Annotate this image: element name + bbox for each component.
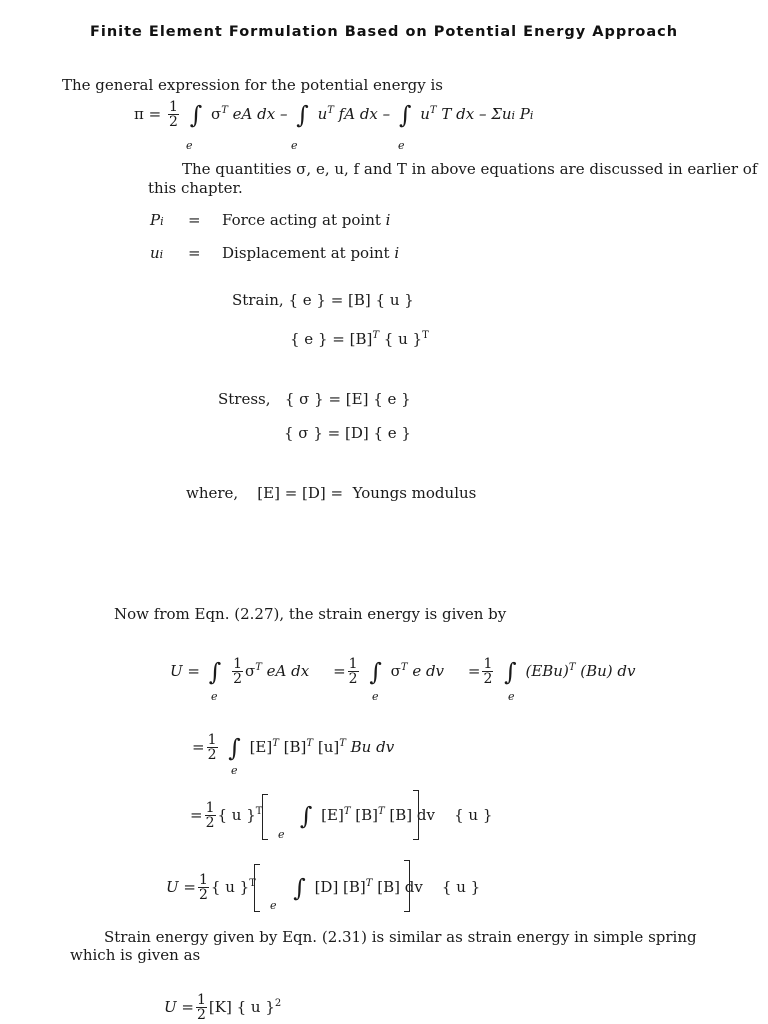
now-from-text: Now from Eqn. (2.27), the strain energy is given by [114, 605, 507, 623]
integral-subscript: e [186, 139, 193, 152]
stress-equation-2: { σ } = [D] { e } [284, 424, 411, 442]
integral-subscript: e [508, 690, 515, 703]
strain-energy-equation-2: = $\frac{1}{2}$ ∫ $[E]^T$ $[B]^T$ $[u]^T$ Bu dv [192, 732, 395, 763]
left-bracket [254, 864, 260, 912]
definition-force-equals: = [188, 211, 201, 229]
potential-energy-equation: π = $\frac{1}{2}$ ∫ $\sigma^T$ eA dx – ∫ $u^T$ fA dx – ∫ $u^T$ T dx – Σui Pi [134, 99, 534, 130]
integral-subscript: e [291, 139, 298, 152]
integral-subscript: e [211, 690, 218, 703]
spring-line-1: Strain energy given by Eqn. (2.31) is similar as strain energy in simple spring [104, 928, 697, 946]
strain-energy-equation-3: = $\frac{1}{2}$ { u }$^T$ ∫ $[E]^T$ $[B]^T$ [B] dv { u } [190, 800, 493, 831]
integral-subscript: e [372, 690, 379, 703]
half-fraction: $\frac{1}{2}$ [168, 99, 178, 130]
definition-displacement-text: Displacement at point i [222, 244, 400, 262]
strain-energy-equation-4: U = $\frac{1}{2}$ { u }$^T$ ∫ [D] $[B]^T$ [B] dv { u } [166, 872, 481, 903]
definition-force-text: Force acting at point i [222, 211, 391, 229]
integral-subscript: e [398, 139, 405, 152]
integral-subscript: e [278, 828, 285, 841]
integral-subscript: e [231, 764, 238, 777]
strain-energy-equation-1: U = ∫ $\frac{1}{2}$ $\sigma^T$ eA dx = $\frac{1}{2}$ ∫ $\sigma^T$ e dv = $\frac{1}{2}$ ∫ (EBu)$^T$ (Bu) dv [170, 656, 636, 687]
strain-equation-1: Strain, { e } = [B] { u } [232, 291, 414, 309]
integral-sign: ∫ [398, 101, 412, 129]
definition-displacement-symbol: ui [150, 244, 164, 262]
left-bracket [262, 794, 268, 840]
strain-equation-2: { e } = $[B]^T$ { u }$^T$ [290, 330, 429, 348]
integral-sign: ∫ [296, 101, 309, 129]
integral-sign: ∫ [189, 101, 203, 129]
stress-equation-1: Stress, { σ } = [E] { e } [218, 390, 411, 408]
definition-displacement-equals: = [188, 244, 201, 262]
pi-lhs: π = [134, 105, 162, 123]
page-title: Finite Element Formulation Based on Potential Energy Approach [89, 24, 679, 40]
spring-energy-equation: U = $\frac{1}{2}$ [K] { u }$^2$ [164, 992, 282, 1023]
quantities-line-2: this chapter. [148, 179, 243, 197]
definition-force-symbol: Pi [150, 211, 164, 229]
intro-text: The general expression for the potential energy is [62, 76, 443, 94]
spring-line-2: which is given as [70, 946, 201, 964]
right-bracket [404, 860, 410, 912]
where-line: where, [E] = [D] = Youngs modulus [186, 484, 477, 502]
quantities-line-1: The quantities σ, e, u, f and T in above equations are discussed in earlier of [182, 160, 758, 178]
integral-subscript: e [270, 899, 277, 912]
right-bracket [413, 790, 419, 840]
